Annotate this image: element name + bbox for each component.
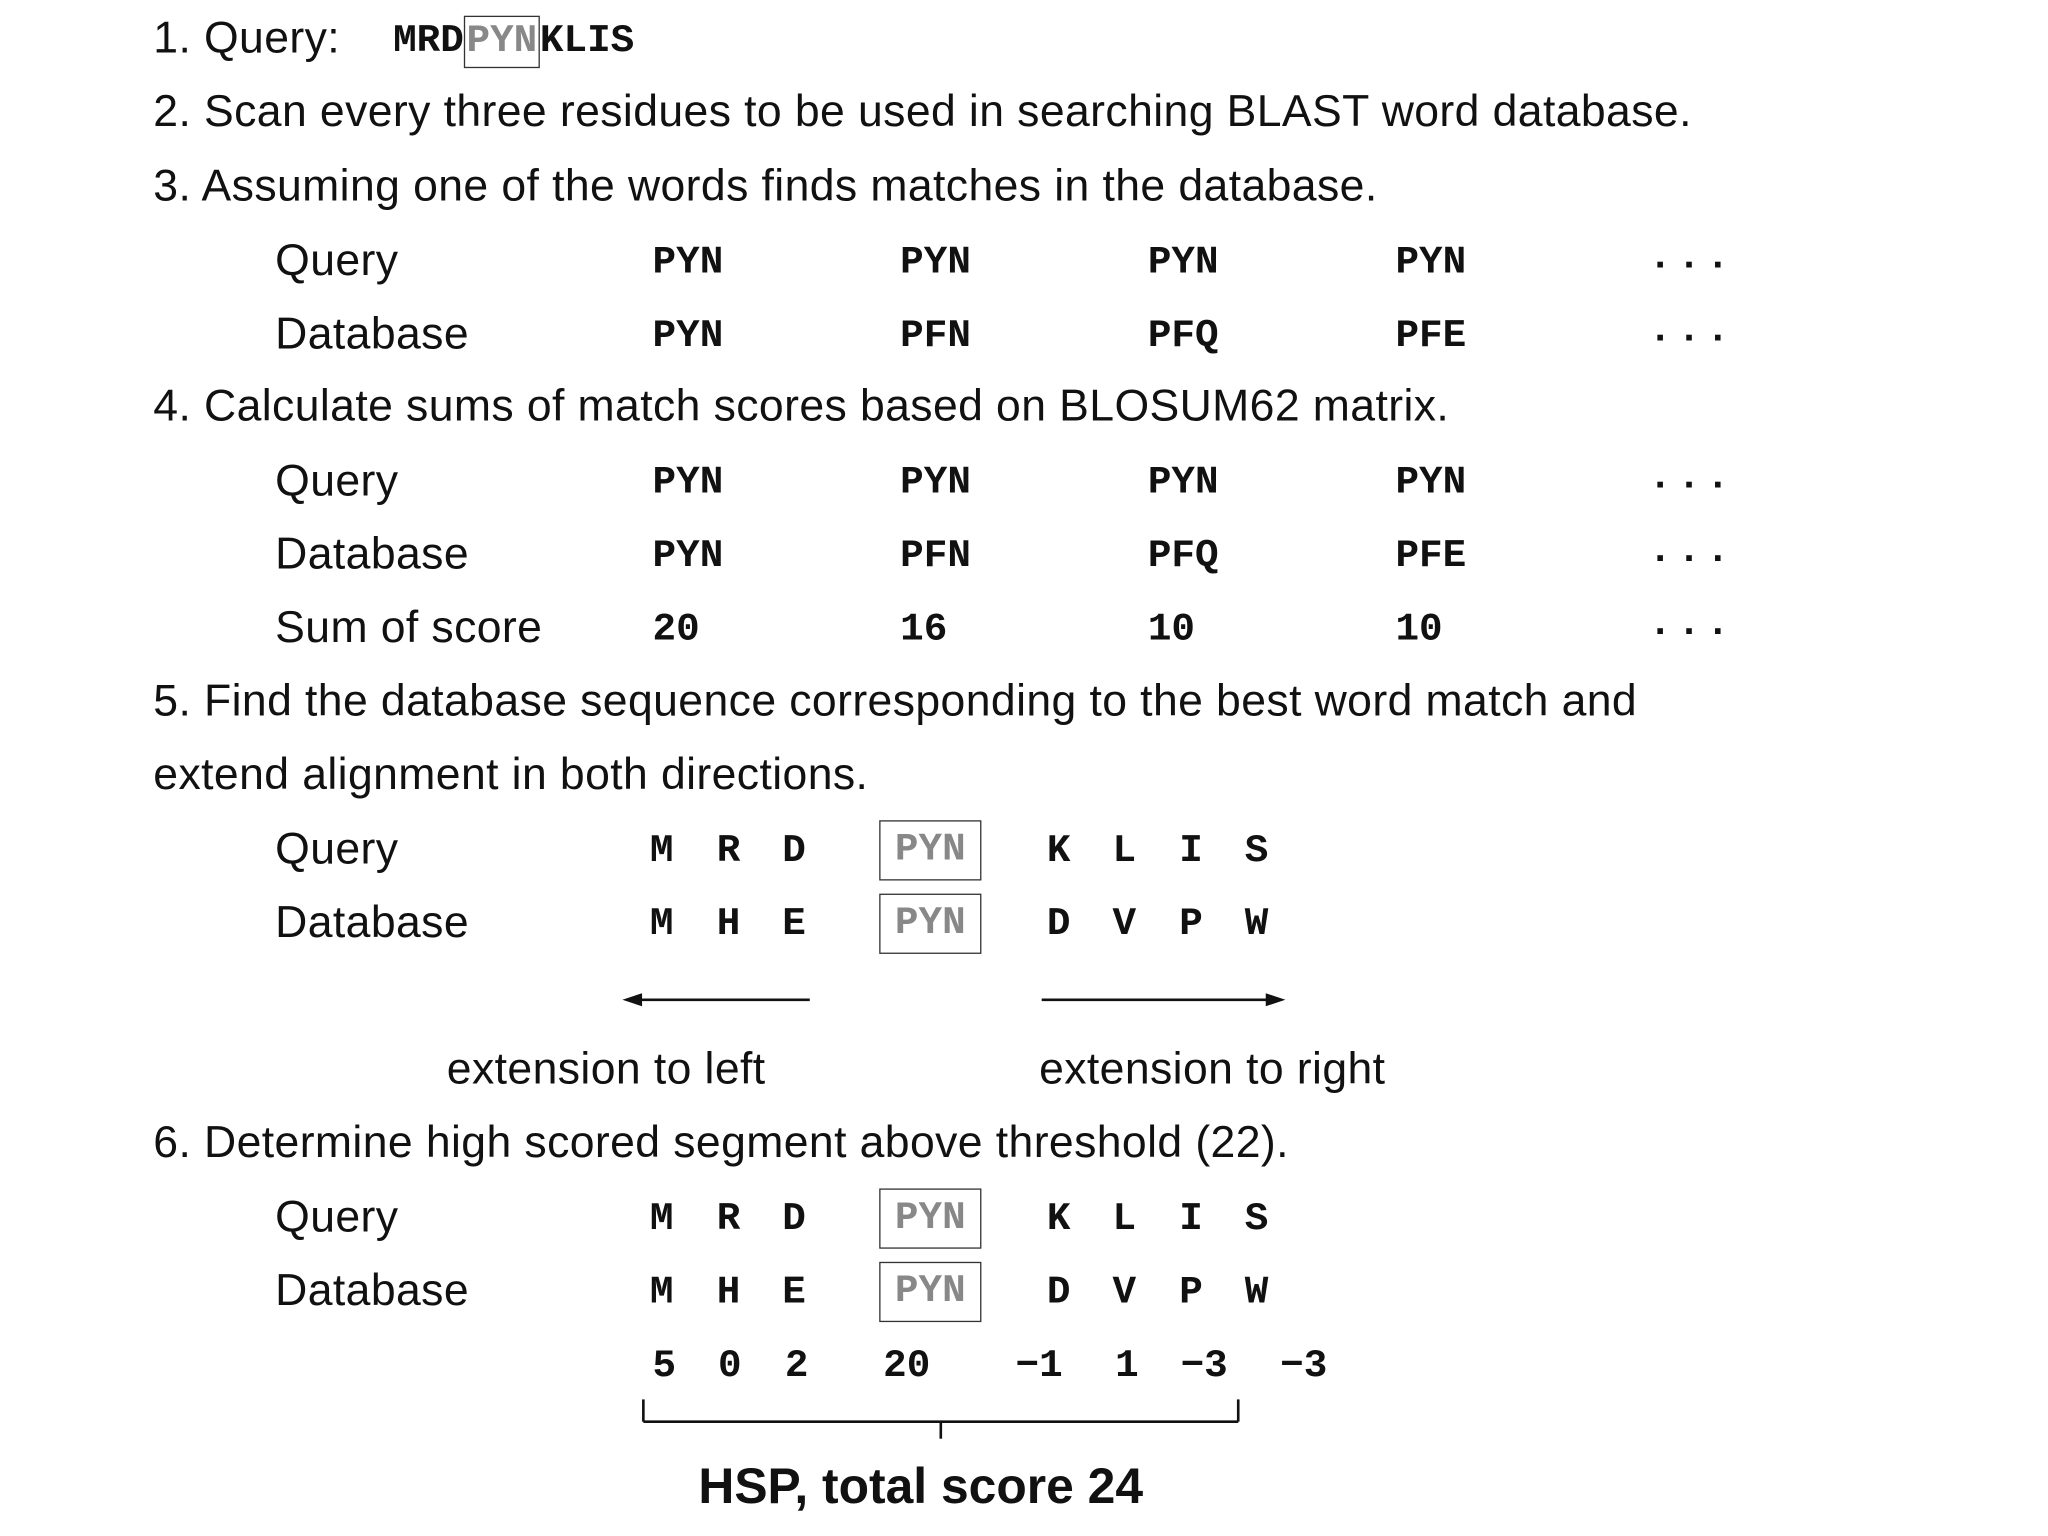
s5-query-right-1: K	[1046, 829, 1071, 874]
s6-db-right-3: P	[1179, 1270, 1203, 1316]
step-2: 2. Scan every three residues to be used in searching BLAST word database.	[153, 86, 1692, 137]
s3-query-word-1: PYN	[652, 241, 724, 286]
hsp-score-left-2: 0	[718, 1344, 742, 1389]
s6-db-hit-box: PYN	[879, 1262, 981, 1322]
s4-db-word-1: PYN	[652, 534, 724, 580]
s4-db-word-4: PFE	[1395, 534, 1467, 580]
s4-score-2: 16	[900, 607, 948, 653]
s6-query-right-3: I	[1179, 1197, 1203, 1243]
s6-query-left-2: R	[716, 1197, 741, 1243]
s5-db-right-4: W	[1244, 902, 1269, 948]
s5-db-right-2: V	[1112, 902, 1137, 948]
s4-db-word-3: PFQ	[1147, 534, 1219, 580]
s3-db-word-1: PYN	[652, 314, 724, 360]
s5-query-right-4: S	[1244, 829, 1269, 874]
s5-db-left-1: M	[649, 902, 674, 948]
s6-db-left-3: E	[782, 1270, 806, 1316]
s6-db-right-4: W	[1244, 1270, 1269, 1316]
step-4: 4. Calculate sums of match scores based on BLOSUM62 matrix.	[153, 381, 1450, 432]
s6-query-left-1: M	[649, 1197, 674, 1243]
s3-db-word-3: PFQ	[1147, 314, 1219, 360]
s4-query-word-1: PYN	[652, 461, 724, 506]
s5-db-right-1: D	[1046, 902, 1071, 948]
hsp-score-right-3: −3	[1180, 1344, 1228, 1389]
s6-db-right-2: V	[1112, 1270, 1137, 1316]
s4-query-word-3: PYN	[1147, 461, 1219, 506]
step-5-line-1: 5. Find the database sequence corresponding to the best word match and	[153, 676, 1638, 726]
hsp-score-right-1: −1	[1015, 1344, 1063, 1389]
query-seq-before: MRD	[393, 19, 464, 65]
s5-db-hit-box: PYN	[879, 894, 981, 954]
step-1-prefix: 1. Query:	[153, 13, 341, 63]
s4-query-word-4: PYN	[1395, 461, 1467, 506]
s6-db-left-2: H	[716, 1270, 741, 1316]
arrow-right-icon	[1266, 993, 1286, 1006]
hsp-score-right-4: −3	[1280, 1344, 1328, 1389]
s4-query-ellipsis: ...	[1648, 455, 1735, 501]
s6-db-right-1: D	[1046, 1270, 1071, 1316]
s4-db-word-2: PFN	[900, 534, 971, 580]
query-seq-after: KLIS	[539, 19, 635, 65]
s5-database-label: Database	[275, 897, 470, 948]
s3-query-label: Query	[275, 235, 399, 286]
hsp-score-left-3: 2	[784, 1344, 809, 1389]
s3-db-word-2: PFN	[900, 314, 971, 360]
s5-query-left-2: R	[716, 829, 741, 874]
s3-query-word-3: PYN	[1147, 241, 1219, 286]
s5-db-right-3: P	[1179, 902, 1203, 948]
s4-score-4: 10	[1395, 607, 1443, 653]
s5-query-label: Query	[275, 824, 399, 874]
s3-db-ellipsis: ...	[1648, 309, 1735, 354]
hsp-score-right-2: 1	[1115, 1344, 1139, 1389]
s6-query-hit-box: PYN	[879, 1188, 981, 1248]
extension-right-label: extension to right	[1039, 1044, 1386, 1095]
s6-query-label: Query	[275, 1192, 399, 1243]
step-3: 3. Assuming one of the words finds matches in the database.	[153, 161, 1378, 211]
s4-db-ellipsis: ...	[1648, 529, 1735, 574]
s3-query-word-4: PYN	[1395, 241, 1467, 286]
s5-query-left-3: D	[782, 829, 806, 874]
hsp-score-left-1: 5	[652, 1344, 677, 1389]
s6-query-left-3: D	[782, 1197, 806, 1243]
s6-query-right-1: K	[1046, 1197, 1071, 1243]
s4-sum-label: Sum of score	[275, 602, 543, 653]
s5-query-hit-box: PYN	[879, 820, 981, 880]
s6-query-right-4: S	[1244, 1197, 1269, 1243]
s6-database-label: Database	[275, 1265, 470, 1316]
s3-db-word-4: PFE	[1395, 314, 1467, 360]
arrow-left-icon	[622, 993, 642, 1006]
hsp-caption: HSP, total score 24	[698, 1459, 1144, 1515]
s6-query-right-2: L	[1112, 1197, 1137, 1243]
extension-left-label: extension to left	[446, 1044, 766, 1095]
s4-score-ellipsis: ...	[1648, 602, 1735, 648]
s5-db-left-3: E	[782, 902, 806, 948]
s5-query-left-1: M	[649, 829, 674, 874]
s4-query-label: Query	[275, 455, 399, 506]
s3-query-ellipsis: ...	[1648, 235, 1735, 281]
hsp-score-hit: 20	[883, 1344, 931, 1389]
s5-query-right-3: I	[1179, 829, 1203, 874]
query-seq-word-box: PYN	[464, 16, 540, 68]
s5-db-left-2: H	[716, 902, 741, 948]
s5-query-right-2: L	[1112, 829, 1137, 874]
step-5-line-2: extend alignment in both directions.	[153, 749, 869, 800]
step-6: 6. Determine high scored segment above threshold (22).	[153, 1117, 1289, 1168]
s3-query-word-2: PYN	[900, 241, 971, 286]
s3-database-label: Database	[275, 309, 470, 360]
s4-score-1: 20	[652, 607, 700, 653]
s4-query-word-2: PYN	[900, 461, 971, 506]
s4-database-label: Database	[275, 529, 470, 580]
s4-score-3: 10	[1147, 607, 1196, 653]
s6-db-left-1: M	[649, 1270, 674, 1316]
